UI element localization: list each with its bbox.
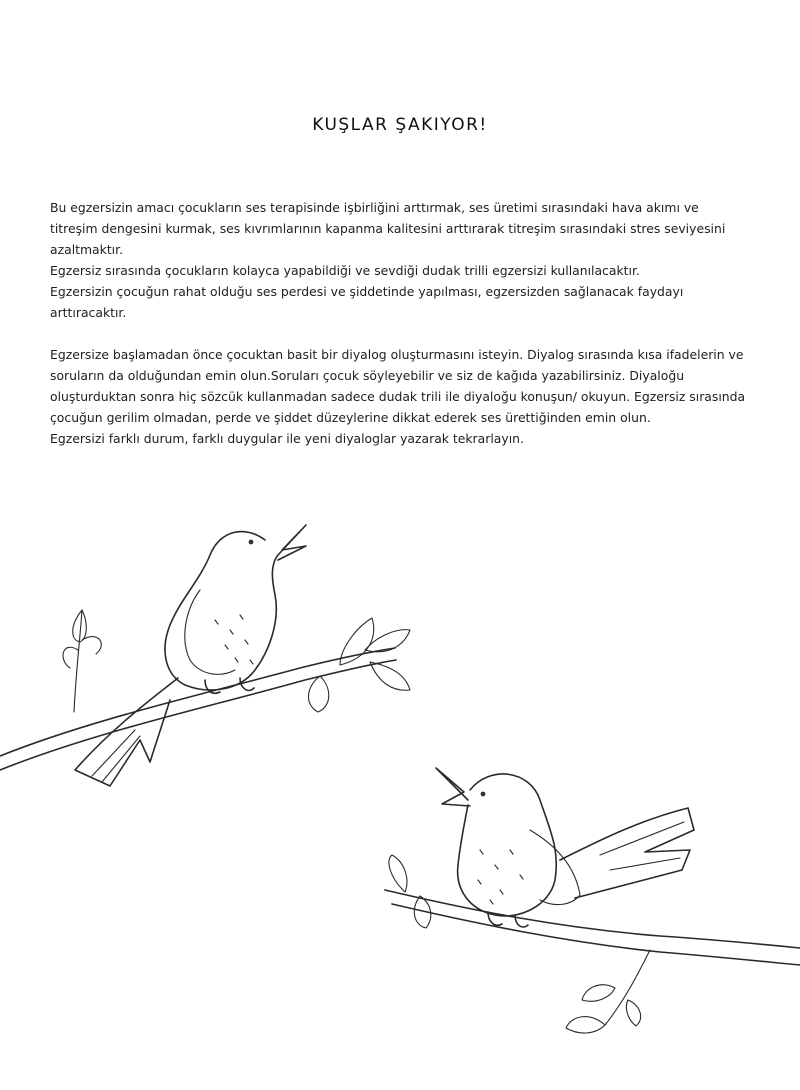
- paragraph-dialog: Egzersize başlamadan önce çocuktan basit bir diyalog oluşturmasını isteyin. Diyalog sırasında kısa ifadelerin ve soruların da olduğundan emin olun.Soruları çocuk söyleyebilir ve siz de kağıda yazabilirsiniz. Diyaloğu oluşturduktan sonra hiç sözcük kullanmadan sadece dudak trili ile diyaloğu konuşun/ okuyun. Egzersiz sırasında çocuğun gerilim olmadan, perde ve şiddet düzeylerine dikkat ederek ses ürettiğinden emin olun.: [50, 347, 746, 425]
- lower-bird: [436, 768, 694, 927]
- paragraph-repeat: Egzersizi farklı durum, farklı duygular ile yeni diyaloglar yazarak tekrarlayın.: [50, 431, 524, 446]
- paragraph-pitch: Egzersizin çocuğun rahat olduğu ses perdesi ve şiddetinde yapılması, egzersizden sağlanacak faydayı arttıracaktır.: [50, 284, 684, 320]
- lower-branch: [385, 855, 800, 1033]
- birds-illustration-icon: [0, 500, 800, 1060]
- paragraph-method: Egzersiz sırasında çocukların kolayca yapabildiği ve sevdiği dudak trilli egzersizi kullanılacaktır.: [50, 263, 640, 278]
- paragraph-purpose: Bu egzersizin amacı çocukların ses terapisinde işbirliğini arttırmak, ses üretimi sırasındaki hava akımı ve titreşim dengesini kurmak, ses kıvrımlarının kapanma kalitesini arttırarak titreşim sırasındaki stres seviyesini azaltmaktır.: [50, 200, 726, 257]
- page-title: KUŞLAR ŞAKIYOR!: [312, 115, 488, 136]
- upper-bird: [75, 525, 306, 786]
- instructions-text: [50, 197, 750, 449]
